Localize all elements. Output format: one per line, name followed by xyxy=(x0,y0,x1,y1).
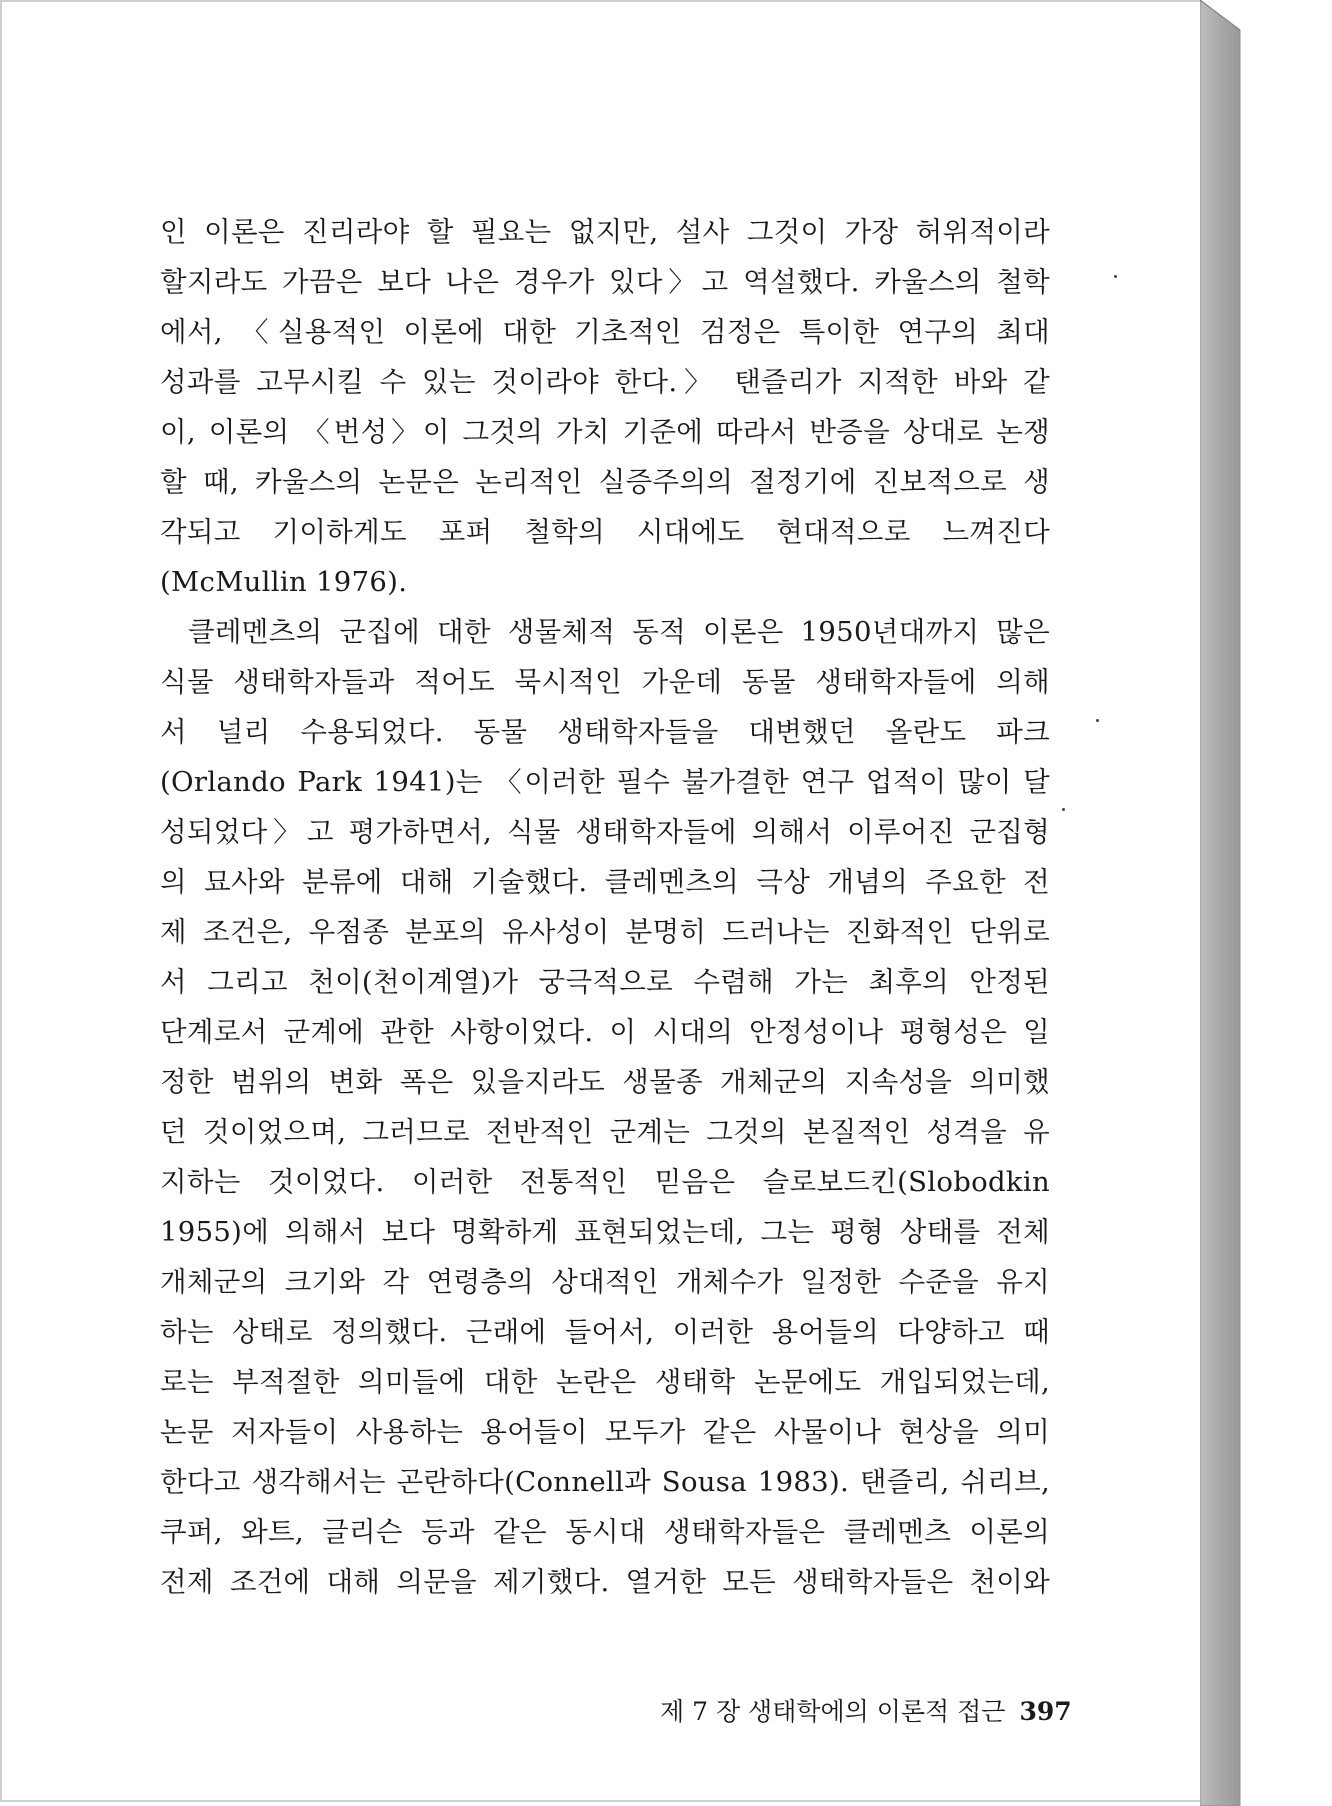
text-line: 하는 상태로 정의했다. 근래에 들어서, 이러한 용어들의 다양하고 때 xyxy=(160,1316,1050,1348)
text-line: (Orlando Park 1941)는 〈이러한 필수 불가결한 연구 업적이 많이 달 xyxy=(160,766,1050,798)
text-line: 논문 저자들이 사용하는 용어들이 모두가 같은 사물이나 현상을 의미 xyxy=(160,1416,1050,1448)
text-line: 서 그리고 천이(천이계열)가 궁극적으로 수렴해 가는 최후의 안정된 xyxy=(160,966,1050,998)
text-line: 한다고 생각해서는 곤란하다(Connell과 Sousa 1983). 탠즐리, 쉬리브, xyxy=(160,1466,1050,1498)
text-line: 제 조건은, 우점종 분포의 유사성이 분명히 드러나는 진화적인 단위로 xyxy=(160,916,1050,948)
text-line: 이, 이론의 〈번성〉이 그것의 가치 기준에 따라서 반증을 상대로 논쟁 xyxy=(160,416,1050,448)
text-line: 의 묘사와 분류에 대해 기술했다. 클레멘츠의 극상 개념의 주요한 전 xyxy=(160,866,1050,898)
chapter-title: 제 7 장 생태학에의 이론적 접근 xyxy=(660,1697,1006,1726)
book-edge xyxy=(1200,0,1332,1806)
text-line: 클레멘츠의 군집에 대한 생물체적 동적 이론은 1950년대까지 많은 xyxy=(188,616,1050,648)
text-line: 전제 조건에 대해 의문을 제기했다. 열거한 모든 생태학자들은 천이와 xyxy=(160,1566,1050,1598)
text-line: 에서, 〈실용적인 이론에 대한 기초적인 검정은 특이한 연구의 최대 xyxy=(160,316,1050,348)
scan-speck xyxy=(1062,808,1065,811)
text-line: 단계로서 군계에 관한 사항이었다. 이 시대의 안정성이나 평형성은 일 xyxy=(160,1016,1050,1048)
running-footer xyxy=(660,1692,1072,1728)
text-line: 정한 범위의 변화 폭은 있을지라도 생물종 개체군의 지속성을 의미했 xyxy=(160,1066,1050,1098)
text-line: 식물 생태학자들과 적어도 묵시적인 가운데 동물 생태학자들에 의해 xyxy=(160,666,1050,698)
text-line: 던 것이었으며, 그러므로 전반적인 군계는 그것의 본질적인 성격을 유 xyxy=(160,1116,1050,1148)
text-line: (McMullin 1976). xyxy=(160,566,408,598)
text-line: 할 때, 카울스의 논문은 논리적인 실증주의의 절정기에 진보적으로 생 xyxy=(160,466,1050,498)
text-line: 지하는 것이었다. 이러한 전통적인 믿음은 슬로보드킨(Slobodkin xyxy=(160,1166,1050,1198)
scan-speck xyxy=(1114,275,1117,278)
text-line: 서 널리 수용되었다. 동물 생태학자들을 대변했던 올란도 파크 xyxy=(160,716,1050,748)
text-line: 쿠퍼, 와트, 글리슨 등과 같은 동시대 생태학자들은 클레멘츠 이론의 xyxy=(160,1516,1050,1548)
body-text xyxy=(160,207,1050,1607)
text-line: 로는 부적절한 의미들에 대한 논란은 생태학 논문에도 개입되었는데, xyxy=(160,1366,1050,1398)
text-line: 할지라도 가끔은 보다 나은 경우가 있다〉고 역설했다. 카울스의 철학 xyxy=(160,266,1050,298)
paragraph-1 xyxy=(160,207,1050,607)
text-line: 각되고 기이하게도 포퍼 철학의 시대에도 현대적으로 느껴진다 xyxy=(160,516,1050,548)
text-line: 인 이론은 진리라야 할 필요는 없지만, 설사 그것이 가장 허위적이라 xyxy=(160,216,1050,248)
scan-speck xyxy=(1096,719,1099,722)
text-line: 성되었다〉고 평가하면서, 식물 생태학자들에 의해서 이루어진 군집형 xyxy=(160,816,1050,848)
text-line: 1955)에 의해서 보다 명확하게 표현되었는데, 그는 평형 상태를 전체 xyxy=(160,1216,1050,1248)
page-number: 397 xyxy=(1019,1697,1072,1726)
paragraph-2 xyxy=(160,607,1050,1607)
text-line: 성과를 고무시킬 수 있는 것이라야 한다.〉 탠즐리가 지적한 바와 같 xyxy=(160,366,1050,398)
text-line: 개체군의 크기와 각 연령층의 상대적인 개체수가 일정한 수준을 유지 xyxy=(160,1266,1050,1298)
